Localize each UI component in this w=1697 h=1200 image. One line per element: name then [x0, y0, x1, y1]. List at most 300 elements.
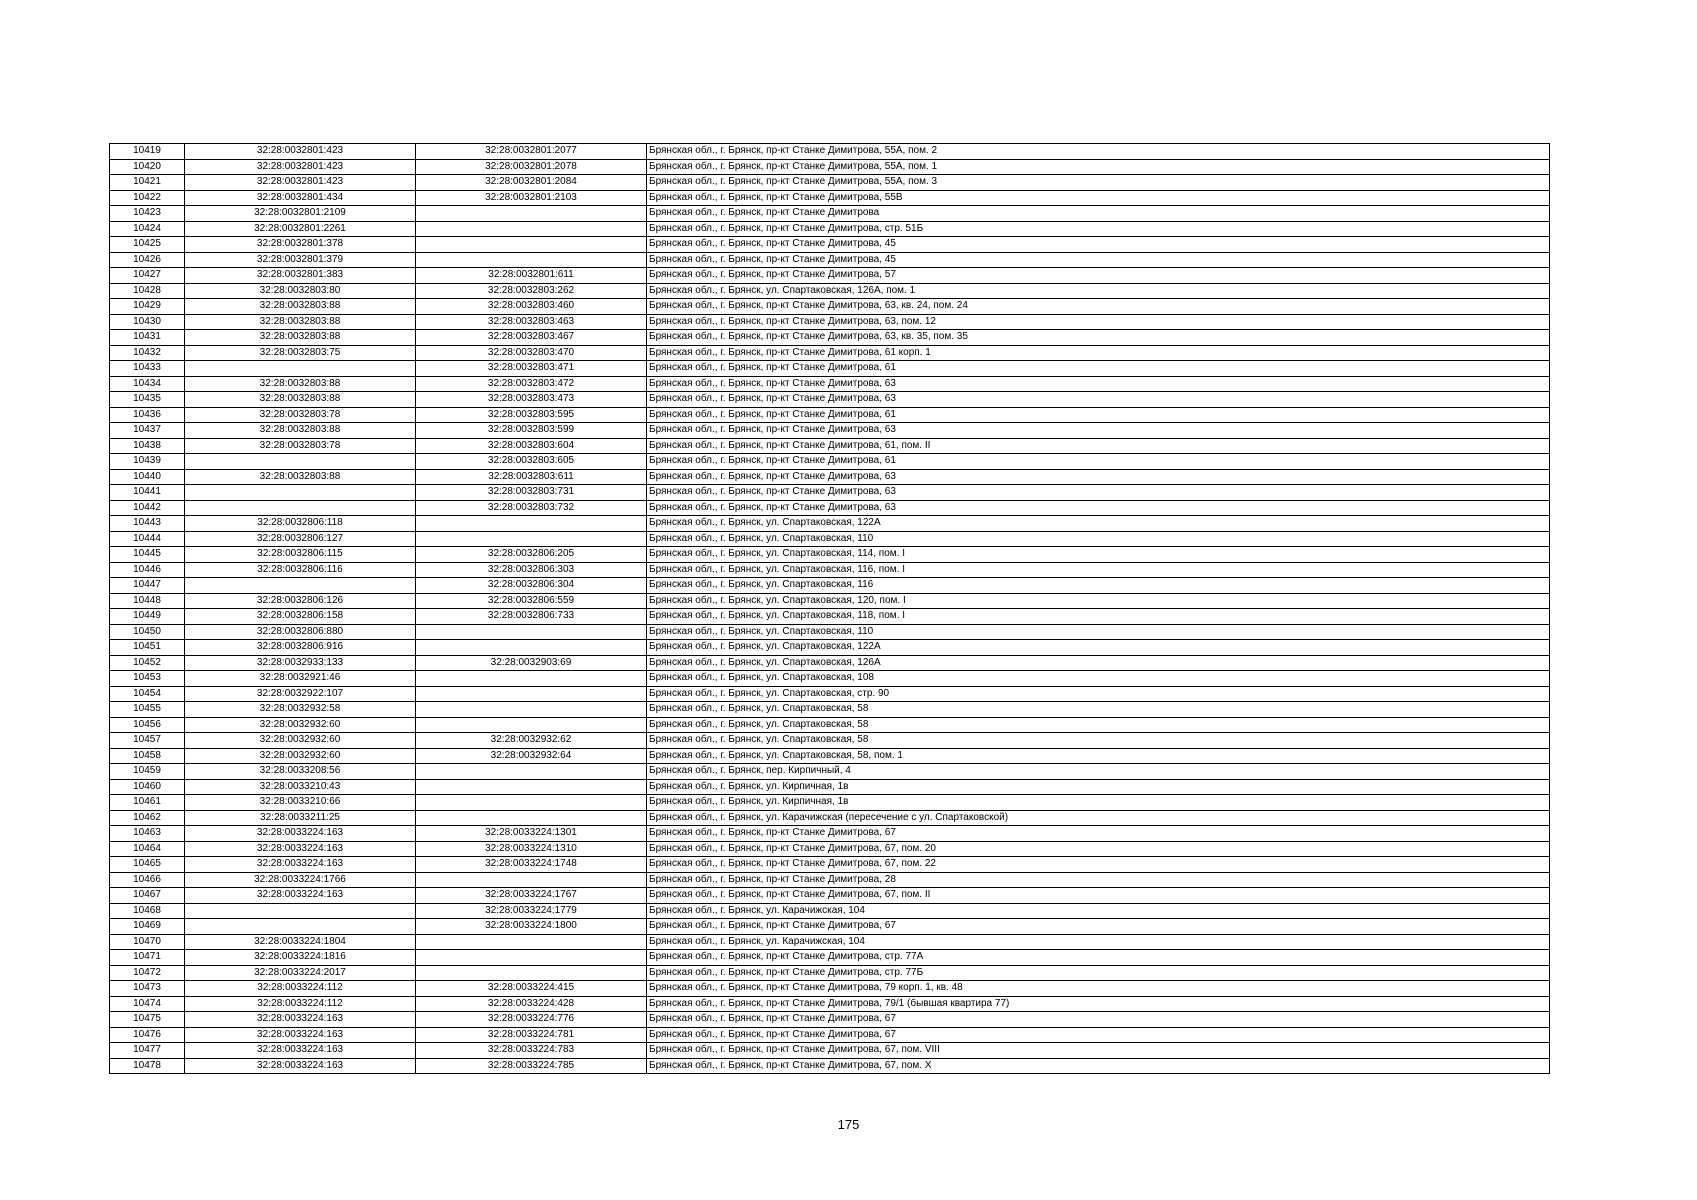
- land-cadastral-number-cell: [185, 485, 416, 501]
- row-number-cell: 10437: [110, 423, 185, 439]
- row-number-cell: 10456: [110, 717, 185, 733]
- table-row: [110, 950, 1550, 966]
- object-cadastral-number-cell: 32:28:0033224:1779: [416, 903, 647, 919]
- table-row: [110, 810, 1550, 826]
- row-number-cell: 10454: [110, 686, 185, 702]
- address-cell: Брянская обл., г. Брянск, ул. Карачижская (пересечение с ул. Спартаковской): [647, 810, 1550, 826]
- object-cadastral-number-cell: 32:28:0032932:64: [416, 748, 647, 764]
- land-cadastral-number-cell: 32:28:0032933:133: [185, 655, 416, 671]
- row-number-cell: 10426: [110, 252, 185, 268]
- row-number-cell: 10458: [110, 748, 185, 764]
- address-cell: Брянская обл., г. Брянск, пр-кт Станке Димитрова, 55А, пом. 3: [647, 175, 1550, 191]
- object-cadastral-number-cell: 32:28:0032803:611: [416, 469, 647, 485]
- table-row: [110, 376, 1550, 392]
- row-number-cell: 10460: [110, 779, 185, 795]
- object-cadastral-number-cell: 32:28:0032803:731: [416, 485, 647, 501]
- land-cadastral-number-cell: [185, 361, 416, 377]
- row-number-cell: 10420: [110, 159, 185, 175]
- object-cadastral-number-cell: 32:28:0032801:611: [416, 268, 647, 284]
- address-cell: Брянская обл., г. Брянск, ул. Спартаковская, 118, пом. I: [647, 609, 1550, 625]
- row-number-cell: 10440: [110, 469, 185, 485]
- address-cell: Брянская обл., г. Брянск, пер. Кирпичный, 4: [647, 764, 1550, 780]
- row-number-cell: 10432: [110, 345, 185, 361]
- object-cadastral-number-cell: [416, 702, 647, 718]
- land-cadastral-number-cell: 32:28:0032803:80: [185, 283, 416, 299]
- row-number-cell: 10462: [110, 810, 185, 826]
- table-row: [110, 671, 1550, 687]
- address-cell: Брянская обл., г. Брянск, ул. Спартаковская, 122А: [647, 640, 1550, 656]
- object-cadastral-number-cell: 32:28:0033224:1767: [416, 888, 647, 904]
- object-cadastral-number-cell: [416, 206, 647, 222]
- address-cell: Брянская обл., г. Брянск, пр-кт Станке Димитрова, 63: [647, 376, 1550, 392]
- table-row: [110, 485, 1550, 501]
- row-number-cell: 10430: [110, 314, 185, 330]
- land-cadastral-number-cell: 32:28:0032806:115: [185, 547, 416, 563]
- object-cadastral-number-cell: 32:28:0032801:2078: [416, 159, 647, 175]
- address-cell: Брянская обл., г. Брянск, ул. Спартаковская, 116: [647, 578, 1550, 594]
- object-cadastral-number-cell: 32:28:0032803:605: [416, 454, 647, 470]
- address-cell: Брянская обл., г. Брянск, ул. Кирпичная, 1в: [647, 795, 1550, 811]
- row-number-cell: 10422: [110, 190, 185, 206]
- land-cadastral-number-cell: [185, 454, 416, 470]
- object-cadastral-number-cell: 32:28:0033224:1310: [416, 841, 647, 857]
- table-row: [110, 624, 1550, 640]
- row-number-cell: 10467: [110, 888, 185, 904]
- row-number-cell: 10424: [110, 221, 185, 237]
- land-cadastral-number-cell: 32:28:0033211:25: [185, 810, 416, 826]
- address-cell: Брянская обл., г. Брянск, пр-кт Станке Димитрова, 67: [647, 1027, 1550, 1043]
- object-cadastral-number-cell: [416, 779, 647, 795]
- table-row: [110, 268, 1550, 284]
- registry-table-body: [110, 144, 1550, 1074]
- land-cadastral-number-cell: 32:28:0033224:163: [185, 1027, 416, 1043]
- row-number-cell: 10459: [110, 764, 185, 780]
- table-row: [110, 237, 1550, 253]
- table-row: [110, 423, 1550, 439]
- object-cadastral-number-cell: 32:28:0032803:599: [416, 423, 647, 439]
- address-cell: Брянская обл., г. Брянск, пр-кт Станке Димитрова, 79/1 (бывшая квартира 77): [647, 996, 1550, 1012]
- land-cadastral-number-cell: 32:28:0032806:127: [185, 531, 416, 547]
- table-row: [110, 965, 1550, 981]
- object-cadastral-number-cell: 32:28:0032806:303: [416, 562, 647, 578]
- table-row: [110, 1012, 1550, 1028]
- address-cell: Брянская обл., г. Брянск, пр-кт Станке Димитрова, стр. 51Б: [647, 221, 1550, 237]
- object-cadastral-number-cell: 32:28:0032806:733: [416, 609, 647, 625]
- table-row: [110, 748, 1550, 764]
- object-cadastral-number-cell: 32:28:0033224:415: [416, 981, 647, 997]
- address-cell: Брянская обл., г. Брянск, ул. Спартаковская, 110: [647, 624, 1550, 640]
- address-cell: Брянская обл., г. Брянск, пр-кт Станке Димитрова, 67: [647, 826, 1550, 842]
- land-cadastral-number-cell: 32:28:0033224:163: [185, 826, 416, 842]
- row-number-cell: 10436: [110, 407, 185, 423]
- row-number-cell: 10474: [110, 996, 185, 1012]
- table-row: [110, 314, 1550, 330]
- address-cell: Брянская обл., г. Брянск, пр-кт Станке Димитрова, 63: [647, 485, 1550, 501]
- address-cell: Брянская обл., г. Брянск, пр-кт Станке Димитрова: [647, 206, 1550, 222]
- row-number-cell: 10439: [110, 454, 185, 470]
- table-row: [110, 175, 1550, 191]
- land-cadastral-number-cell: 32:28:0033224:2017: [185, 965, 416, 981]
- table-row: [110, 996, 1550, 1012]
- table-row: [110, 516, 1550, 532]
- table-row: [110, 1027, 1550, 1043]
- table-row: [110, 717, 1550, 733]
- address-cell: Брянская обл., г. Брянск, ул. Спартаковская, 114, пом. I: [647, 547, 1550, 563]
- table-row: [110, 640, 1550, 656]
- land-cadastral-number-cell: 32:28:0032803:75: [185, 345, 416, 361]
- address-cell: Брянская обл., г. Брянск, ул. Карачижская, 104: [647, 903, 1550, 919]
- row-number-cell: 10448: [110, 593, 185, 609]
- address-cell: Брянская обл., г. Брянск, ул. Спартаковская, 120, пом. I: [647, 593, 1550, 609]
- table-row: [110, 345, 1550, 361]
- object-cadastral-number-cell: [416, 516, 647, 532]
- land-cadastral-number-cell: 32:28:0032806:116: [185, 562, 416, 578]
- table-row: [110, 903, 1550, 919]
- object-cadastral-number-cell: [416, 717, 647, 733]
- address-cell: Брянская обл., г. Брянск, ул. Спартаковская, 58: [647, 702, 1550, 718]
- table-row: [110, 206, 1550, 222]
- object-cadastral-number-cell: 32:28:0032803:595: [416, 407, 647, 423]
- page-number: 175: [837, 1117, 860, 1132]
- land-cadastral-number-cell: 32:28:0032932:60: [185, 748, 416, 764]
- land-cadastral-number-cell: 32:28:0033224:112: [185, 996, 416, 1012]
- address-cell: Брянская обл., г. Брянск, пр-кт Станке Димитрова, 55А, пом. 1: [647, 159, 1550, 175]
- land-cadastral-number-cell: 32:28:0032806:158: [185, 609, 416, 625]
- object-cadastral-number-cell: 32:28:0032803:460: [416, 299, 647, 315]
- object-cadastral-number-cell: [416, 531, 647, 547]
- object-cadastral-number-cell: [416, 795, 647, 811]
- object-cadastral-number-cell: 32:28:0032803:463: [416, 314, 647, 330]
- land-cadastral-number-cell: 32:28:0032801:434: [185, 190, 416, 206]
- row-number-cell: 10468: [110, 903, 185, 919]
- land-cadastral-number-cell: 32:28:0032932:60: [185, 717, 416, 733]
- row-number-cell: 10470: [110, 934, 185, 950]
- row-number-cell: 10429: [110, 299, 185, 315]
- row-number-cell: 10457: [110, 733, 185, 749]
- address-cell: Брянская обл., г. Брянск, пр-кт Станке Димитрова, 61 корп. 1: [647, 345, 1550, 361]
- land-cadastral-number-cell: [185, 500, 416, 516]
- row-number-cell: 10449: [110, 609, 185, 625]
- land-cadastral-number-cell: 32:28:0033224:163: [185, 1058, 416, 1074]
- object-cadastral-number-cell: 32:28:0032803:473: [416, 392, 647, 408]
- table-row: [110, 330, 1550, 346]
- table-row: [110, 857, 1550, 873]
- address-cell: Брянская обл., г. Брянск, ул. Спартаковская, 58: [647, 717, 1550, 733]
- land-cadastral-number-cell: 32:28:0032803:78: [185, 407, 416, 423]
- table-row: [110, 826, 1550, 842]
- table-row: [110, 1043, 1550, 1059]
- address-cell: Брянская обл., г. Брянск, пр-кт Станке Димитрова, 28: [647, 872, 1550, 888]
- table-row: [110, 733, 1550, 749]
- land-cadastral-number-cell: 32:28:0032803:88: [185, 376, 416, 392]
- address-cell: Брянская обл., г. Брянск, пр-кт Станке Димитрова, 61: [647, 407, 1550, 423]
- land-cadastral-number-cell: 32:28:0032801:2261: [185, 221, 416, 237]
- object-cadastral-number-cell: 32:28:0032806:304: [416, 578, 647, 594]
- address-cell: Брянская обл., г. Брянск, пр-кт Станке Димитрова, 63: [647, 423, 1550, 439]
- row-number-cell: 10477: [110, 1043, 185, 1059]
- address-cell: Брянская обл., г. Брянск, ул. Спартаковская, 126А, пом. 1: [647, 283, 1550, 299]
- land-cadastral-number-cell: 32:28:0032801:423: [185, 175, 416, 191]
- table-row: [110, 655, 1550, 671]
- row-number-cell: 10452: [110, 655, 185, 671]
- address-cell: Брянская обл., г. Брянск, пр-кт Станке Димитрова, 63, пом. 12: [647, 314, 1550, 330]
- row-number-cell: 10478: [110, 1058, 185, 1074]
- object-cadastral-number-cell: 32:28:0032932:62: [416, 733, 647, 749]
- land-cadastral-number-cell: 32:28:0032803:88: [185, 392, 416, 408]
- land-cadastral-number-cell: 32:28:0033224:112: [185, 981, 416, 997]
- row-number-cell: 10455: [110, 702, 185, 718]
- object-cadastral-number-cell: 32:28:0032801:2077: [416, 144, 647, 160]
- table-row: [110, 531, 1550, 547]
- land-cadastral-number-cell: 32:28:0033224:163: [185, 888, 416, 904]
- row-number-cell: 10419: [110, 144, 185, 160]
- address-cell: Брянская обл., г. Брянск, пр-кт Станке Димитрова, 61: [647, 454, 1550, 470]
- table-row: [110, 593, 1550, 609]
- address-cell: Брянская обл., г. Брянск, пр-кт Станке Димитрова, 55В: [647, 190, 1550, 206]
- table-row: [110, 764, 1550, 780]
- row-number-cell: 10465: [110, 857, 185, 873]
- table-row: [110, 609, 1550, 625]
- object-cadastral-number-cell: [416, 764, 647, 780]
- land-cadastral-number-cell: [185, 903, 416, 919]
- address-cell: Брянская обл., г. Брянск, пр-кт Станке Димитрова, 67: [647, 919, 1550, 935]
- object-cadastral-number-cell: [416, 624, 647, 640]
- land-cadastral-number-cell: 32:28:0032803:78: [185, 438, 416, 454]
- table-row: [110, 252, 1550, 268]
- address-cell: Брянская обл., г. Брянск, пр-кт Станке Димитрова, 61: [647, 361, 1550, 377]
- address-cell: Брянская обл., г. Брянск, пр-кт Станке Димитрова, 79 корп. 1, кв. 48: [647, 981, 1550, 997]
- table-row: [110, 779, 1550, 795]
- address-cell: Брянская обл., г. Брянск, пр-кт Станке Димитрова, 63, кв. 35, пом. 35: [647, 330, 1550, 346]
- table-row: [110, 981, 1550, 997]
- object-cadastral-number-cell: [416, 237, 647, 253]
- table-row: [110, 919, 1550, 935]
- address-cell: Брянская обл., г. Брянск, пр-кт Станке Димитрова, 63: [647, 469, 1550, 485]
- object-cadastral-number-cell: 32:28:0032803:604: [416, 438, 647, 454]
- row-number-cell: 10466: [110, 872, 185, 888]
- row-number-cell: 10476: [110, 1027, 185, 1043]
- object-cadastral-number-cell: [416, 686, 647, 702]
- land-cadastral-number-cell: 32:28:0032803:88: [185, 469, 416, 485]
- object-cadastral-number-cell: 32:28:0032803:470: [416, 345, 647, 361]
- row-number-cell: 10442: [110, 500, 185, 516]
- row-number-cell: 10473: [110, 981, 185, 997]
- table-row: [110, 454, 1550, 470]
- land-cadastral-number-cell: 32:28:0032801:379: [185, 252, 416, 268]
- table-row: [110, 144, 1550, 160]
- object-cadastral-number-cell: [416, 810, 647, 826]
- table-row: [110, 702, 1550, 718]
- row-number-cell: 10438: [110, 438, 185, 454]
- land-cadastral-number-cell: 32:28:0032921:46: [185, 671, 416, 687]
- object-cadastral-number-cell: 32:28:0032801:2084: [416, 175, 647, 191]
- object-cadastral-number-cell: 32:28:0032903:69: [416, 655, 647, 671]
- land-cadastral-number-cell: 32:28:0033224:1804: [185, 934, 416, 950]
- land-cadastral-number-cell: 32:28:0033224:163: [185, 841, 416, 857]
- address-cell: Брянская обл., г. Брянск, ул. Карачижская, 104: [647, 934, 1550, 950]
- table-row: [110, 872, 1550, 888]
- object-cadastral-number-cell: [416, 671, 647, 687]
- address-cell: Брянская обл., г. Брянск, пр-кт Станке Димитрова, 63: [647, 392, 1550, 408]
- land-cadastral-number-cell: 32:28:0032932:60: [185, 733, 416, 749]
- row-number-cell: 10450: [110, 624, 185, 640]
- address-cell: Брянская обл., г. Брянск, ул. Спартаковская, 108: [647, 671, 1550, 687]
- object-cadastral-number-cell: 32:28:0032803:262: [416, 283, 647, 299]
- address-cell: Брянская обл., г. Брянск, пр-кт Станке Димитрова, 63, кв. 24, пом. 24: [647, 299, 1550, 315]
- land-cadastral-number-cell: 32:28:0033224:1816: [185, 950, 416, 966]
- address-cell: Брянская обл., г. Брянск, пр-кт Станке Димитрова, 45: [647, 237, 1550, 253]
- address-cell: Брянская обл., г. Брянск, пр-кт Станке Димитрова, 55А, пом. 2: [647, 144, 1550, 160]
- land-cadastral-number-cell: 32:28:0032806:880: [185, 624, 416, 640]
- row-number-cell: 10427: [110, 268, 185, 284]
- table-row: [110, 686, 1550, 702]
- table-row: [110, 190, 1550, 206]
- object-cadastral-number-cell: [416, 950, 647, 966]
- object-cadastral-number-cell: 32:28:0032806:559: [416, 593, 647, 609]
- object-cadastral-number-cell: 32:28:0033224:1748: [416, 857, 647, 873]
- address-cell: Брянская обл., г. Брянск, пр-кт Станке Димитрова, стр. 77Б: [647, 965, 1550, 981]
- address-cell: Брянская обл., г. Брянск, ул. Спартаковская, 122А: [647, 516, 1550, 532]
- row-number-cell: 10471: [110, 950, 185, 966]
- object-cadastral-number-cell: 32:28:0032803:472: [416, 376, 647, 392]
- row-number-cell: 10441: [110, 485, 185, 501]
- address-cell: Брянская обл., г. Брянск, пр-кт Станке Димитрова, 67, пом. 20: [647, 841, 1550, 857]
- land-cadastral-number-cell: 32:28:0032801:423: [185, 159, 416, 175]
- address-cell: Брянская обл., г. Брянск, ул. Спартаковская, 58: [647, 733, 1550, 749]
- object-cadastral-number-cell: 32:28:0033224:783: [416, 1043, 647, 1059]
- address-cell: Брянская обл., г. Брянск, ул. Спартаковская, 116, пом. I: [647, 562, 1550, 578]
- row-number-cell: 10453: [110, 671, 185, 687]
- row-number-cell: 10446: [110, 562, 185, 578]
- table-row: [110, 469, 1550, 485]
- land-cadastral-number-cell: 32:28:0032801:383: [185, 268, 416, 284]
- table-row: [110, 299, 1550, 315]
- table-row: [110, 407, 1550, 423]
- object-cadastral-number-cell: 32:28:0032803:732: [416, 500, 647, 516]
- row-number-cell: 10435: [110, 392, 185, 408]
- land-cadastral-number-cell: 32:28:0033224:163: [185, 857, 416, 873]
- address-cell: Брянская обл., г. Брянск, ул. Спартаковская, 126А: [647, 655, 1550, 671]
- table-row: [110, 795, 1550, 811]
- address-cell: Брянская обл., г. Брянск, пр-кт Станке Димитрова, 67, пом. II: [647, 888, 1550, 904]
- object-cadastral-number-cell: 32:28:0032801:2103: [416, 190, 647, 206]
- address-cell: Брянская обл., г. Брянск, ул. Кирпичная, 1в: [647, 779, 1550, 795]
- table-row: [110, 159, 1550, 175]
- land-cadastral-number-cell: 32:28:0032803:88: [185, 330, 416, 346]
- address-cell: Брянская обл., г. Брянск, пр-кт Станке Димитрова, 67, пом. X: [647, 1058, 1550, 1074]
- row-number-cell: 10461: [110, 795, 185, 811]
- land-cadastral-number-cell: 32:28:0032922:107: [185, 686, 416, 702]
- registry-table: [109, 143, 1550, 1074]
- address-cell: Брянская обл., г. Брянск, пр-кт Станке Димитрова, 63: [647, 500, 1550, 516]
- row-number-cell: 10443: [110, 516, 185, 532]
- land-cadastral-number-cell: 32:28:0033208:56: [185, 764, 416, 780]
- row-number-cell: 10451: [110, 640, 185, 656]
- address-cell: Брянская обл., г. Брянск, пр-кт Станке Димитрова, 45: [647, 252, 1550, 268]
- object-cadastral-number-cell: 32:28:0032803:471: [416, 361, 647, 377]
- land-cadastral-number-cell: 32:28:0032803:88: [185, 299, 416, 315]
- table-row: [110, 392, 1550, 408]
- address-cell: Брянская обл., г. Брянск, пр-кт Станке Димитрова, стр. 77А: [647, 950, 1550, 966]
- table-row: [110, 934, 1550, 950]
- object-cadastral-number-cell: 32:28:0032806:205: [416, 547, 647, 563]
- table-row: [110, 500, 1550, 516]
- object-cadastral-number-cell: [416, 640, 647, 656]
- row-number-cell: 10464: [110, 841, 185, 857]
- land-cadastral-number-cell: 32:28:0033224:163: [185, 1043, 416, 1059]
- land-cadastral-number-cell: 32:28:0033224:163: [185, 1012, 416, 1028]
- land-cadastral-number-cell: 32:28:0033210:43: [185, 779, 416, 795]
- address-cell: Брянская обл., г. Брянск, пр-кт Станке Димитрова, 67, пом. VIII: [647, 1043, 1550, 1059]
- object-cadastral-number-cell: 32:28:0033224:781: [416, 1027, 647, 1043]
- object-cadastral-number-cell: 32:28:0033224:1800: [416, 919, 647, 935]
- address-cell: Брянская обл., г. Брянск, пр-кт Станке Димитрова, 61, пом. II: [647, 438, 1550, 454]
- row-number-cell: 10475: [110, 1012, 185, 1028]
- table-row: [110, 221, 1550, 237]
- land-cadastral-number-cell: 32:28:0032806:118: [185, 516, 416, 532]
- row-number-cell: 10434: [110, 376, 185, 392]
- row-number-cell: 10469: [110, 919, 185, 935]
- land-cadastral-number-cell: 32:28:0033224:1766: [185, 872, 416, 888]
- land-cadastral-number-cell: [185, 578, 416, 594]
- object-cadastral-number-cell: [416, 252, 647, 268]
- address-cell: Брянская обл., г. Брянск, ул. Спартаковская, стр. 90: [647, 686, 1550, 702]
- object-cadastral-number-cell: 32:28:0033224:776: [416, 1012, 647, 1028]
- object-cadastral-number-cell: 32:28:0033224:1301: [416, 826, 647, 842]
- row-number-cell: 10433: [110, 361, 185, 377]
- table-row: [110, 438, 1550, 454]
- table-row: [110, 888, 1550, 904]
- land-cadastral-number-cell: 32:28:0032806:916: [185, 640, 416, 656]
- land-cadastral-number-cell: [185, 919, 416, 935]
- land-cadastral-number-cell: 32:28:0032806:126: [185, 593, 416, 609]
- land-cadastral-number-cell: 32:28:0032803:88: [185, 314, 416, 330]
- table-row: [110, 841, 1550, 857]
- object-cadastral-number-cell: 32:28:0033224:428: [416, 996, 647, 1012]
- object-cadastral-number-cell: 32:28:0032803:467: [416, 330, 647, 346]
- address-cell: Брянская обл., г. Брянск, пр-кт Станке Димитрова, 67, пом. 22: [647, 857, 1550, 873]
- land-cadastral-number-cell: 32:28:0032932:58: [185, 702, 416, 718]
- row-number-cell: 10428: [110, 283, 185, 299]
- row-number-cell: 10425: [110, 237, 185, 253]
- land-cadastral-number-cell: 32:28:0032801:423: [185, 144, 416, 160]
- object-cadastral-number-cell: 32:28:0033224:785: [416, 1058, 647, 1074]
- table-row: [110, 578, 1550, 594]
- row-number-cell: 10444: [110, 531, 185, 547]
- address-cell: Брянская обл., г. Брянск, пр-кт Станке Димитрова, 57: [647, 268, 1550, 284]
- row-number-cell: 10423: [110, 206, 185, 222]
- land-cadastral-number-cell: 32:28:0032801:2109: [185, 206, 416, 222]
- row-number-cell: 10463: [110, 826, 185, 842]
- row-number-cell: 10472: [110, 965, 185, 981]
- row-number-cell: 10431: [110, 330, 185, 346]
- land-cadastral-number-cell: 32:28:0032803:88: [185, 423, 416, 439]
- table-row: [110, 547, 1550, 563]
- address-cell: Брянская обл., г. Брянск, ул. Спартаковская, 110: [647, 531, 1550, 547]
- object-cadastral-number-cell: [416, 965, 647, 981]
- table-row: [110, 283, 1550, 299]
- object-cadastral-number-cell: [416, 872, 647, 888]
- row-number-cell: 10445: [110, 547, 185, 563]
- object-cadastral-number-cell: [416, 221, 647, 237]
- land-cadastral-number-cell: 32:28:0032801:378: [185, 237, 416, 253]
- table-row: [110, 1058, 1550, 1074]
- row-number-cell: 10421: [110, 175, 185, 191]
- object-cadastral-number-cell: [416, 934, 647, 950]
- row-number-cell: 10447: [110, 578, 185, 594]
- table-row: [110, 361, 1550, 377]
- address-cell: Брянская обл., г. Брянск, пр-кт Станке Димитрова, 67: [647, 1012, 1550, 1028]
